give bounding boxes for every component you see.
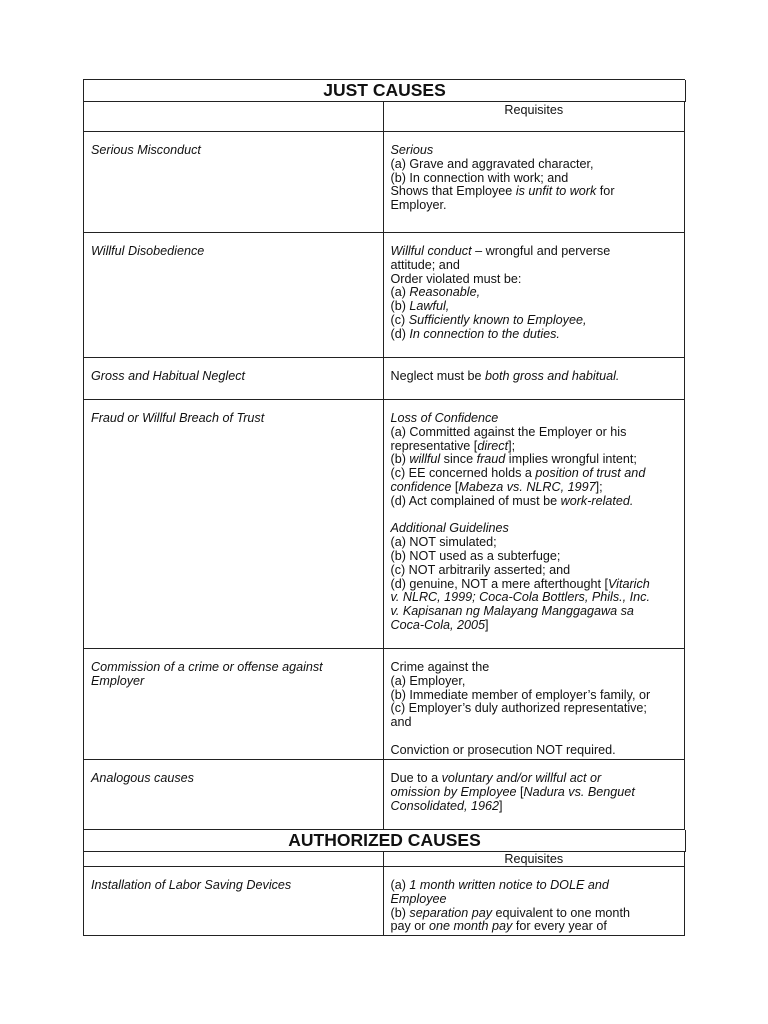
text-segment: ]; (595, 479, 603, 494)
italic-text: voluntary and/or willful act or (441, 771, 602, 785)
italic-text: is unfit to work (515, 184, 597, 199)
italic-text: v. Kapisanan ng Malayang Manggagawa sa (390, 604, 634, 619)
text-segment: (d) Act complained of must be (390, 493, 561, 508)
blank-line (391, 730, 678, 744)
text-line (391, 536, 678, 550)
text-segment: (b) Immediate member of employer’s family, or (390, 687, 651, 702)
text-segment: (a) (390, 878, 410, 892)
table-row (84, 358, 685, 400)
italic-text: Sufficiently known to Employee, (408, 312, 587, 327)
italic-text: confidence (390, 479, 452, 494)
text-line (391, 412, 678, 426)
text-line (391, 314, 678, 328)
italic-text: Nadura vs. Benguet (523, 784, 635, 799)
requisites-cell (384, 649, 686, 760)
text-line (391, 467, 678, 481)
text-line (391, 675, 678, 689)
text-segment: (a) Committed against the Employer or his (390, 424, 627, 439)
requisites-cell (384, 132, 686, 233)
text-segment: (d) (390, 326, 410, 341)
text-segment: ] (499, 798, 503, 813)
text-line (391, 591, 678, 605)
text-segment: [ (451, 479, 459, 494)
text-segment: Conviction or prosecution NOT required. (390, 742, 616, 757)
text-line (391, 158, 678, 172)
italic-text: both gross and habitual. (485, 369, 620, 383)
italic-text: Additional Guidelines (390, 521, 509, 536)
text-line (391, 716, 678, 730)
italic-text: Employee (390, 891, 447, 906)
text-line (391, 744, 678, 758)
text-segment: (a) Employer, (390, 673, 466, 688)
text-line (391, 879, 678, 893)
causes-table (83, 79, 685, 936)
text-line (391, 786, 678, 800)
cause-cell: Installation of Labor Saving Devices (84, 867, 384, 936)
text-segment: implies wrongful intent; (505, 452, 637, 467)
text-segment: pay or (390, 919, 430, 934)
text-segment: Neglect must be (390, 369, 485, 383)
text-segment: (b) In connection with work; and (390, 170, 569, 185)
text-line (391, 481, 678, 495)
italic-text: direct (477, 438, 509, 453)
italic-text: Reasonable, (409, 285, 481, 300)
text-line (391, 273, 678, 287)
text-line (391, 619, 678, 633)
italic-text: Vitarich (607, 576, 650, 591)
just-causes-heading: JUST CAUSES (84, 80, 686, 102)
blank-line (391, 509, 678, 523)
text-line (391, 172, 678, 186)
requisites-header: Requisites (384, 852, 686, 867)
text-line (391, 495, 678, 509)
text-line (391, 689, 678, 703)
table-row (84, 400, 685, 649)
text-segment: for every year of (512, 919, 607, 934)
text-segment: and (390, 715, 412, 730)
table-row (84, 760, 685, 830)
italic-text: one month pay (429, 919, 513, 934)
italic-text: omission by Employee (390, 784, 517, 799)
text-segment: (b) (390, 452, 410, 467)
requisites-cell (384, 233, 686, 358)
text-segment: (c) Employer’s duly authorized representative; (390, 701, 647, 716)
cause-header-cell (84, 852, 384, 867)
table-row (84, 649, 685, 760)
text-segment: (c) EE concerned holds a (390, 466, 536, 481)
text-line (391, 702, 678, 716)
text-line (391, 245, 678, 259)
requisites-cell (384, 867, 686, 936)
italic-text: willful (409, 452, 441, 467)
text-line (391, 144, 678, 158)
italic-text: fraud (476, 452, 506, 467)
text-line (391, 286, 678, 300)
text-line (391, 661, 678, 675)
text-line (391, 440, 678, 454)
text-segment: – wrongful and perverse (471, 244, 611, 258)
cause-cell: Analogous causes (84, 760, 384, 830)
text-line (391, 578, 678, 592)
table-row (84, 132, 685, 233)
requisites-header-row (84, 852, 685, 867)
text-segment: Employer. (390, 198, 447, 213)
text-segment: attitude; and (390, 257, 460, 272)
text-line (391, 426, 678, 440)
text-line (391, 328, 678, 342)
italic-text: Mabeza vs. NLRC, 1997 (458, 479, 596, 494)
italic-text: work-related. (560, 493, 634, 508)
text-line (391, 772, 678, 786)
text-line (391, 453, 678, 467)
text-segment: [ (516, 784, 524, 799)
requisites-header: Requisites (384, 102, 686, 132)
text-line (391, 199, 678, 213)
text-segment: (a) (390, 285, 410, 300)
italic-text: Willful conduct (390, 244, 472, 258)
text-segment: (a) Grave and aggravated character, (390, 156, 594, 171)
italic-text: separation pay (409, 905, 493, 920)
text-segment: representative [ (390, 438, 478, 453)
text-segment: for (596, 184, 615, 199)
cause-cell: Fraud or Willful Breach of Trust (84, 400, 384, 649)
text-line (391, 920, 678, 934)
italic-text: 1 month written notice to DOLE and (409, 878, 609, 892)
italic-text: Serious (390, 143, 434, 157)
text-segment: (a) NOT simulated; (390, 535, 497, 550)
text-segment: ]; (508, 438, 516, 453)
text-line (391, 550, 678, 564)
text-segment: (c) (390, 312, 409, 327)
italic-text: position of trust and (535, 466, 646, 481)
text-segment: Due to a (390, 771, 442, 785)
text-segment: since (440, 452, 477, 467)
italic-text: v. NLRC, 1999; Coca-Cola Bottlers, Phils., Inc. (390, 590, 650, 605)
text-segment: (b) (390, 905, 410, 920)
text-segment: Crime against the (390, 660, 490, 674)
text-line (391, 370, 678, 384)
requisites-cell (384, 760, 686, 830)
italic-text: Consolidated, 1962 (390, 798, 500, 813)
authorized-causes-heading: AUTHORIZED CAUSES (84, 830, 686, 852)
text-segment: equivalent to one month (492, 905, 630, 920)
table-row (84, 233, 685, 358)
text-segment: (b) NOT used as a subterfuge; (390, 548, 561, 563)
italic-text: Coca-Cola, 2005 (390, 617, 486, 632)
text-line (391, 564, 678, 578)
italic-text: Loss of Confidence (390, 411, 499, 425)
italic-text: In connection to the duties. (409, 326, 560, 341)
text-line (391, 893, 678, 907)
text-line (391, 185, 678, 199)
text-segment: Shows that Employee (390, 184, 516, 199)
text-segment: (b) (390, 299, 410, 314)
text-segment: ] (485, 617, 489, 632)
text-line (391, 522, 678, 536)
requisites-header-row (84, 102, 685, 132)
text-line (391, 300, 678, 314)
cause-cell: Gross and Habitual Neglect (84, 358, 384, 400)
text-line (391, 259, 678, 273)
text-line (391, 907, 678, 921)
cause-header-cell (84, 102, 384, 132)
italic-text: Lawful, (409, 299, 450, 314)
cause-cell: Commission of a crime or offense against Employer (84, 649, 384, 760)
text-segment: (c) NOT arbitrarily asserted; and (390, 562, 571, 577)
table-row (84, 867, 685, 936)
text-line (391, 800, 678, 814)
text-line (391, 605, 678, 619)
cause-cell: Serious Misconduct (84, 132, 384, 233)
requisites-cell (384, 358, 686, 400)
cause-cell: Willful Disobedience (84, 233, 384, 358)
requisites-cell (384, 400, 686, 649)
text-segment: (d) genuine, NOT a mere afterthought [ (390, 576, 608, 591)
text-segment: Order violated must be: (390, 271, 522, 286)
